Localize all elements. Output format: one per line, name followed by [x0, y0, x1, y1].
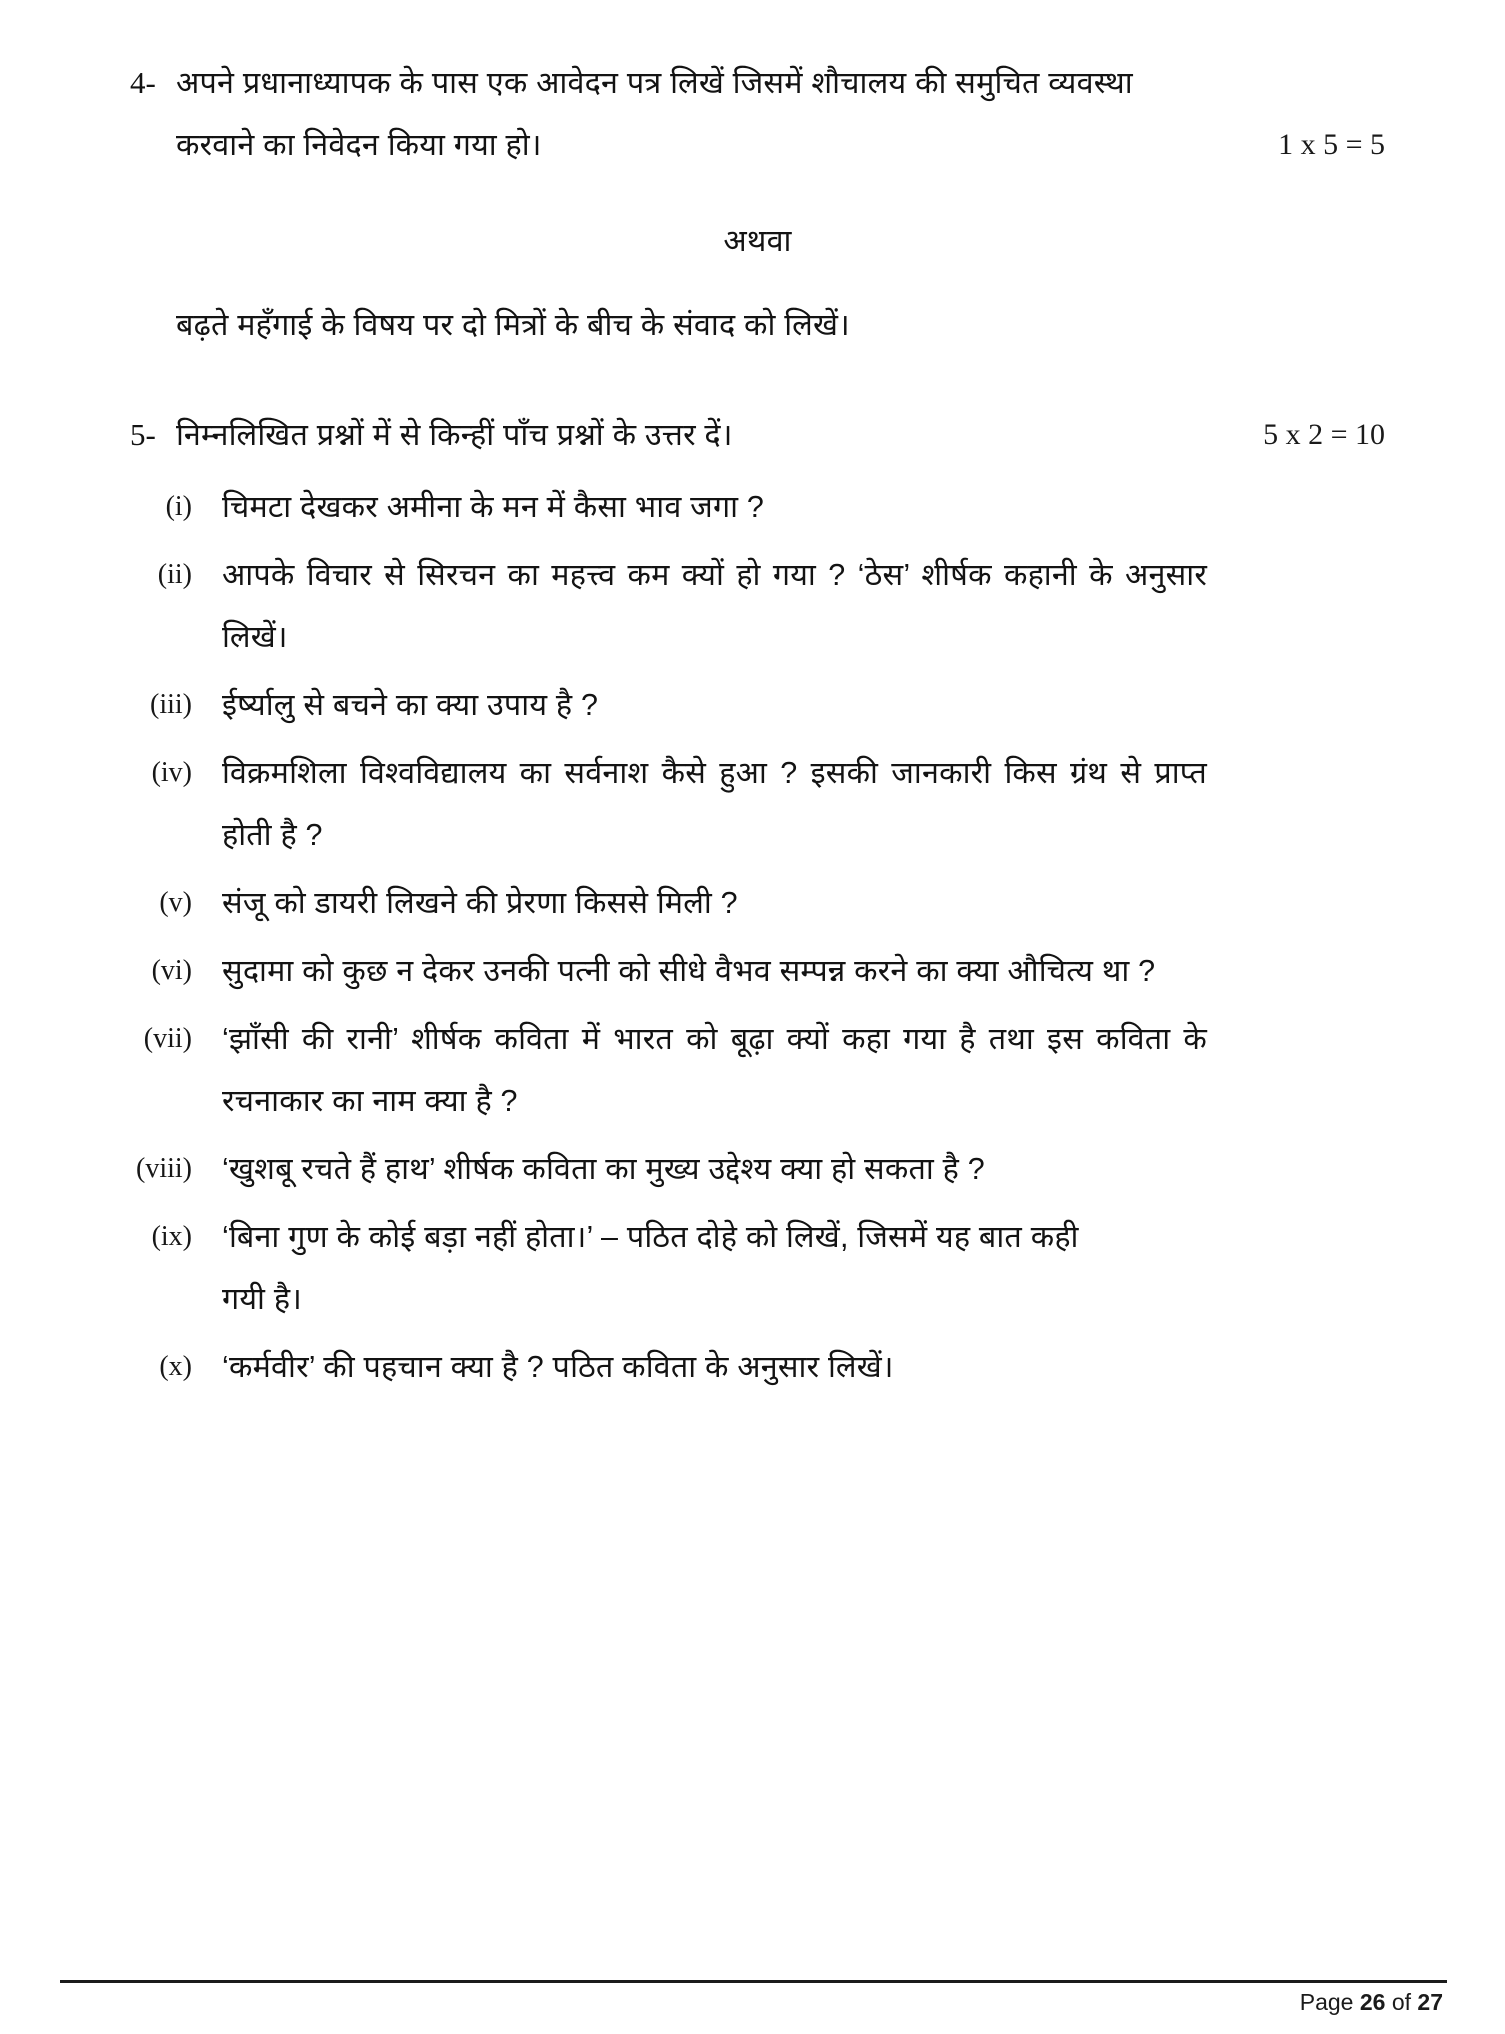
page-footer: [60, 1980, 1447, 2016]
question-5-body: [176, 404, 1385, 466]
question-5: [130, 404, 1385, 466]
question-5-line-1: निम्नलिखित प्रश्नों में से किन्हीं पाँच प्रश्नों के उत्तर दें।: [176, 418, 733, 452]
footer-divider: [60, 1980, 1447, 1983]
question-5-number: 5-: [130, 417, 156, 452]
sub-question-x: [130, 1336, 1385, 1398]
question-4: [130, 52, 1385, 176]
sub-question-vi-text: सुदामा को कुछ न देकर उनकी पत्नी को सीधे वैभव सम्पन्न करने का क्या औचित्य था ?: [222, 954, 1156, 988]
question-5-marks: 5 x 2 = 10: [1263, 418, 1385, 451]
sub-question-ii-label: (ii): [157, 559, 192, 590]
sub-question-vii-label: (vii): [143, 1023, 192, 1054]
sub-question-i: [130, 476, 1385, 538]
sub-question-v-label: (v): [159, 887, 192, 918]
sub-question-ix: [130, 1206, 1385, 1330]
footer-page-total: 27: [1417, 1989, 1443, 2015]
sub-question-ix-label: (ix): [151, 1221, 192, 1252]
sub-question-vi: [130, 940, 1385, 1002]
question-4-alternate: बढ़ते महँगाई के विषय पर दो मित्रों के बीच के संवाद को लिखें।: [176, 308, 850, 342]
sub-question-ii: [130, 544, 1385, 668]
sub-question-iv-text: विक्रमशिला विश्वविद्यालय का सर्वनाश कैसे हुआ ? इसकी जानकारी किस ग्रंथ से प्राप्त होती है ?: [222, 756, 1207, 852]
question-4-body: [176, 52, 1385, 176]
sub-question-i-text: चिमटा देखकर अमीना के मन में कैसा भाव जगा ?: [222, 490, 765, 524]
sub-question-vii: [130, 1008, 1385, 1132]
sub-question-viii-text: ‘खुशबू रचते हैं हाथ’ शीर्षक कविता का मुख्य उद्देश्य क्या हो सकता है ?: [222, 1152, 985, 1186]
sub-question-viii: [130, 1138, 1385, 1200]
sub-question-ii-text: आपके विचार से सिरचन का महत्त्व कम क्यों हो गया ? ‘ठेस’ शीर्षक कहानी के अनुसार लिखें।: [222, 558, 1207, 654]
footer-page-label: Page 26 of 27: [1299, 1989, 1443, 2015]
sub-question-iv: [130, 742, 1385, 866]
sub-question-ix-text: ‘बिना गुण के कोई बड़ा नहीं होता।’ – पठित दोहे को लिखें, जिसमें यह बात कही गयी है।: [222, 1220, 1079, 1316]
footer-page-current: 26: [1359, 1989, 1386, 2015]
sub-question-v: [130, 872, 1385, 934]
question-4-line-2: करवाने का निवेदन किया गया हो।: [176, 128, 542, 162]
sub-question-v-text: संजू को डायरी लिखने की प्रेरणा किससे मिली ?: [222, 886, 738, 920]
sub-question-iii-text: ईर्ष्यालु से बचने का क्या उपाय है ?: [222, 688, 599, 722]
question-4-line-1: अपने प्रधानाध्यापक के पास एक आवेदन पत्र लिखें जिसमें शौचालय की समुचित व्यवस्था: [176, 66, 1133, 100]
sub-question-i-label: (i): [165, 491, 192, 522]
sub-question-vii-text: ‘झाँसी की रानी’ शीर्षक कविता में भारत को बूढ़ा क्यों कहा गया है तथा इस कविता के रचनाकार का नाम क्या है ?: [222, 1022, 1207, 1118]
sub-question-iv-label: (iv): [151, 757, 192, 788]
question-4-or-label: अथवा: [723, 224, 792, 258]
sub-question-x-label: (x): [159, 1351, 192, 1382]
question-5-sub-question-list: [130, 476, 1385, 1398]
question-4-number: 4-: [130, 65, 156, 100]
sub-question-iii-label: (iii): [150, 689, 192, 720]
question-4-marks: 1 x 5 = 5: [1278, 128, 1385, 161]
sub-question-viii-label: (viii): [136, 1153, 192, 1184]
sub-question-x-text: ‘कर्मवीर’ की पहचान क्या है ? पठित कविता के अनुसार लिखें।: [222, 1350, 894, 1384]
sub-question-iii: [130, 674, 1385, 736]
sub-question-vi-label: (vi): [151, 955, 192, 986]
